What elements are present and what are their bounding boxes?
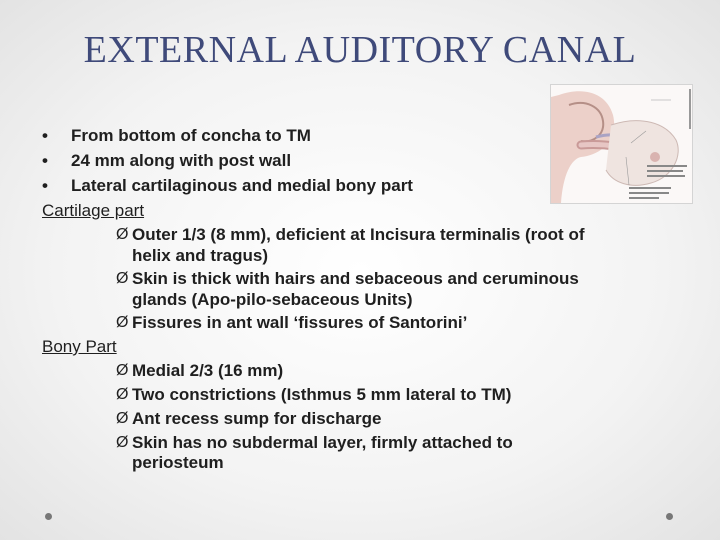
item-text: Skin has no subdermal layer, firmly attached to [132,433,513,452]
arrow-bullet-icon: Ø [116,362,129,379]
cartilage-heading: Cartilage part [42,201,145,220]
bullet-glyph: • [42,151,48,170]
item-text: Two constrictions (Isthmus 5 mm lateral to TM) [132,385,512,404]
arrow-bullet-icon: Ø [116,270,129,287]
bullet-text: Lateral cartilaginous and medial bony part [71,176,413,195]
slide-corner-dot [45,513,52,520]
item-text: Fissures in ant wall ‘fissures of Santorini’ [132,313,468,332]
item-text: Medial 2/3 (16 mm) [132,361,284,380]
bullet-text: 24 mm along with post wall [71,151,292,170]
item-text: Skin is thick with hairs and sebaceous and ceruminous [132,269,579,288]
arrow-bullet-icon: Ø [116,314,129,331]
arrow-bullet-icon: Ø [116,226,129,243]
arrow-bullet-icon: Ø [116,386,129,403]
arrow-bullet-icon: Ø [116,434,129,451]
bony-item-continued: periosteum [132,453,224,472]
slide-title: EXTERNAL AUDITORY CANAL [83,29,637,71]
bullet-text: From bottom of concha to TM [71,126,311,145]
bullet-glyph: • [42,126,48,145]
cartilage-item-continued: helix and tragus) [132,246,269,265]
item-text: Outer 1/3 (8 mm), deficient at Incisura terminalis (root of [132,225,585,244]
cartilage-item-continued: glands (Apo-pilo-sebaceous Units) [132,290,413,309]
ear-anatomy-figure [550,84,693,204]
ear-anatomy-icon [551,85,693,204]
arrow-bullet-icon: Ø [116,410,129,427]
item-text: Ant recess sump for discharge [132,409,382,428]
slide-corner-dot [666,513,673,520]
bony-heading: Bony Part [42,337,117,356]
bullet-glyph: • [42,176,48,195]
